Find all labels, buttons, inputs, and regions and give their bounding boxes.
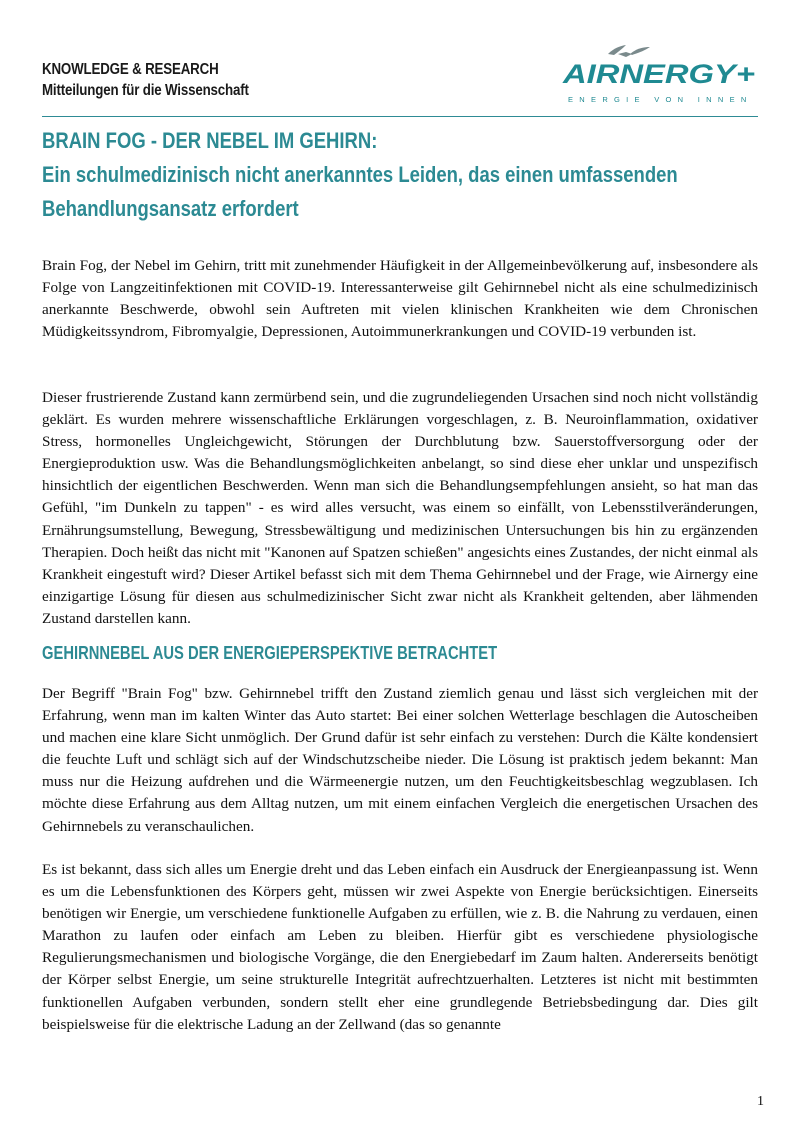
header-block <box>42 60 282 102</box>
logo-tagline: ENERGIE VON INNEN <box>568 95 753 104</box>
paragraph-3: Der Begriff "Brain Fog" bzw. Gehirnnebel trifft den Zustand ziemlich genau und lässt sich vergleichen mit der Erfahrung, wenn man im kalten Winter das Auto startet: Bei einer solchen Wetterlage beschlagen die Autoscheiben und machen eine klare Sicht unmöglich. Der Grund dafür ist sehr einfach zu verstehen: Durch die Kälte kondensiert die feuchte Luft und schlägt sich auf der Windschutzscheibe nieder. Die Lösung ist praktisch jedem bekannt: Man muss nur die Heizung aufdrehen und die Wärmeenergie nutzen, um den Feuchtigkeitsbeschlag wegzublasen. Ich möchte diese Erfahrung aus dem Alltag nutzen, um mit einem einfachen Vergleich die energetischen Ursachen des Gehirnnebels zu veranschaulichen. <box>42 685 758 835</box>
airnergy-logo <box>560 40 760 110</box>
section-heading: GEHIRNNEBEL AUS DER ENERGIEPERSPEKTIVE BETRACHTET <box>42 643 498 663</box>
header-line-1: KNOWLEDGE & RESEARCH <box>42 61 219 78</box>
paragraph-4: Es ist bekannt, dass sich alles um Energie dreht und das Leben einfach ein Ausdruck der Energieanpassung ist. Wenn es um die Lebensfunktionen des Körpers geht, müssen wir zwei Aspekte von Energie berücksichtigen. Einerseits benötigen wir Energie, um verschiedene funktionelle Aufgaben zu erfüllen, wie z. B. die Nahrung zu verdauen, einen Marathon zu laufen oder einfach am Leben zu bleiben. Hierfür gibt es verschiedene physiologische Regulierungsmechanismen und biologische Vorgänge, die den Energiebedarf im Zaum halten. Andererseits benötigt der Körper selbst Energie, um seine strukturelle Integrität aufrechtzuerhalten. Letzteres ist nicht mit bestimmten funktionellen Aufgaben verbunden, sondern stellt eher eine grundlegende Betriebsbedingung dar. Dies gilt beispielsweise für die elektrische Ladung an der Zellwand (das so genannte <box>42 861 758 1033</box>
title-line-2: Ein schulmedizinisch nicht anerkanntes Leiden, das einen umfassenden <box>42 162 678 187</box>
page-number: 1 <box>757 1094 764 1109</box>
title-line-3: Behandlungsansatz erfordert <box>42 196 299 221</box>
logo-brand: AIRNERGY+ <box>561 59 756 89</box>
title-line-1: BRAIN FOG - DER NEBEL IM GEHIRN: <box>42 128 378 153</box>
header-divider <box>42 116 758 117</box>
paragraph-1: Brain Fog, der Nebel im Gehirn, tritt mit zunehmender Häufigkeit in der Allgemeinbevölkerung auf, insbesondere als Folge von Langzeitinfektionen mit COVID-19. Interessanterweise gilt Gehirnnebel nicht als eine schulmedizinisch anerkannte Beschwerde, obwohl sein Auftreten mit vielen klinischen Krankheiten wie dem Chronischen Müdigkeitssyndrom, Fibromyalgie, Depressionen, Autoimmunerkrankungen und COVID-19 verbunden ist. <box>42 257 758 341</box>
bird-icon <box>608 45 650 57</box>
article-title <box>42 124 678 226</box>
paragraph-2: Dieser frustrierende Zustand kann zermürbend sein, und die zugrundeliegenden Ursachen sind noch nicht vollständig geklärt. Es wurden mehrere wissenschaftliche Erklärungen vorgeschlagen, z. B. Neuroinflammation, oxidativer Stress, hormonelles Ungleichgewicht, Störungen der Durchblutung bzw. Sauerstoffversorgung oder der Energieproduktion usw. Was die Behandlungsmöglichkeiten anbelangt, so sind diese eher unklar und unspezifisch hinsichtlich der eigentlichen Beschwerden. Wenn man sich die Behandlungsempfehlungen ansieht, so hat man das Gefühl, "im Dunkeln zu tappen" - es wird alles versucht, was einem so einfällt, von Lebensstilveränderungen, Ernährungsumstellung, Bewegung, Stressbewältigung und medizinischen Untersuchungen bis hin zu ergänzenden Therapien. Doch heißt das nicht mit "Kanonen auf Spatzen schießen" angesichts eines Zustandes, der nicht einmal als Krankheit eingestuft wird? Dieser Artikel befasst sich mit dem Thema Gehirnnebel und der Frage, wie Airnergy eine einzigartige Lösung für diesen aus schulmedizinischer Sicht zwar nicht als Krankheit geltenden, aber lähmenden Zustand darstellen kann. <box>42 389 758 627</box>
header-line-2: Mitteilungen für die Wissenschaft <box>42 82 249 99</box>
